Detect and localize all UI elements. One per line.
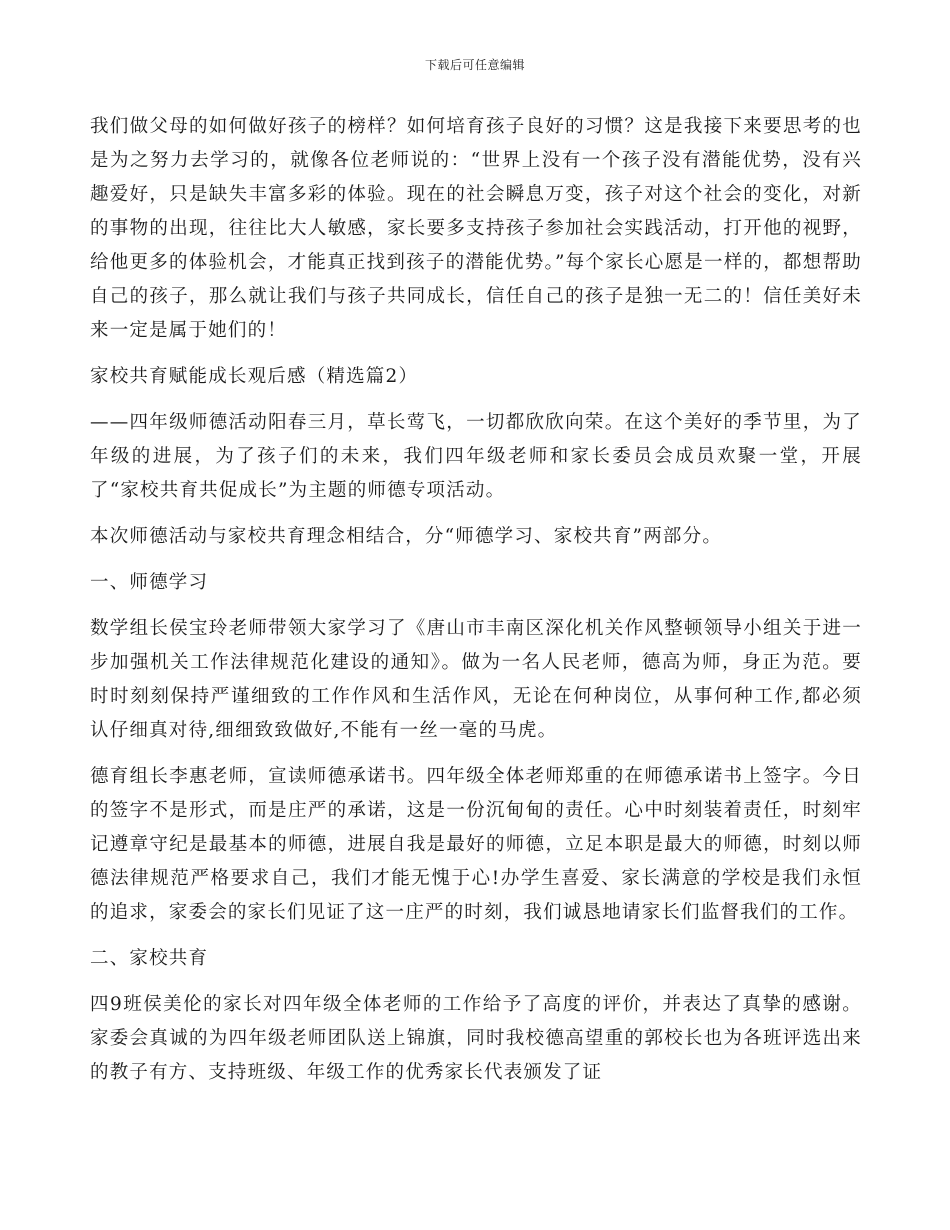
header-note: 下载后可任意编辑 — [424, 58, 525, 72]
paragraph-parent-reflection: 我们做父母的如何做好孩子的榜样？如何培育孩子良好的习惯？这是我接下来要思考的也是为之努力去学习的，就像各位老师说的：“世界上没有一个孩子没有潜能优势，没有兴趣爱好，只是缺失丰富多彩的体验。现在的社会瞬息万变，孩子对这个社会的变化，对新的事物的出现，往往比大人敏感，家长要多支持孩子参加社会实践活动，打开他的视野，给他更多的体验机会，才能真正找到孩子的潜能优势。”每个家长心愿是一样的，都想帮助自己的孩子，那么就让我们与孩子共同成长，信任自己的孩子是独一无二的！信任美好未来一定是属于她们的！ — [90, 116, 862, 341]
section-title-selected-2: 家校共育赋能成长观后感（精选篇2） — [90, 366, 419, 387]
paragraph-ethics-pledge: 德育组长李惠老师，宣读师德承诺书。四年级全体老师郑重的在师德承诺书上签字。今日的签字不是形式，而是庄严的承诺，这是一份沉甸甸的责任。心中时刻装着责任，时刻牢记遵章守纪是最基本的师德，进展自我是最好的师德，立足本职是最大的师德，时刻以师德法律规范严格要求自己，我们才能无愧于心!办学生喜爱、家长满意的学校是我们永恒的追求，家委会的家长们见证了这一庄严的时刻，我们诚恳地请家长们监督我们的工作。 — [90, 766, 862, 923]
document-body — [90, 110, 862, 1102]
paragraph-activity-parts: 本次师德活动与家校共育理念相结合，分“师德学习、家校共育”两部分。 — [90, 526, 723, 547]
heading-teacher-ethics-study: 一、师德学习 — [90, 572, 209, 593]
paragraph-ethics-study: 数学组长侯宝玲老师带领大家学习了《唐山市丰南区深化机关作风整顿领导小组关于进一步加强机关工作法律规范化建设的通知》。做为一名人民老师，德高为师，身正为范。要时时刻刻保持严谨细致的工作作风和生活作风，无论在何种岗位，从事何种工作,都必须认仔细真对待,细细致致做好,不能有一丝一毫的马虎。 — [90, 618, 862, 741]
paragraph-home-school: 四9班侯美伦的家长对四年级全体老师的工作给予了高度的评价，并表达了真挚的感谢。家委会真诚的为四年级老师团队送上锦旗，同时我校德高望重的郭校长也为各班评选出来的教子有方、支持班级、年级工作的优秀家长代表颁发了证 — [90, 994, 862, 1083]
heading-home-school: 二、家校共育 — [90, 948, 209, 969]
paragraph-activity-intro: ——四年级师德活动阳春三月，草长莺飞，一切都欣欣向荣。在这个美好的季节里，为了年级的进展，为了孩子们的未来，我们四年级老师和家长委员会成员欢聚一堂，开展了“家校共育共促成长”为主题的师德专项活动。 — [90, 412, 862, 501]
